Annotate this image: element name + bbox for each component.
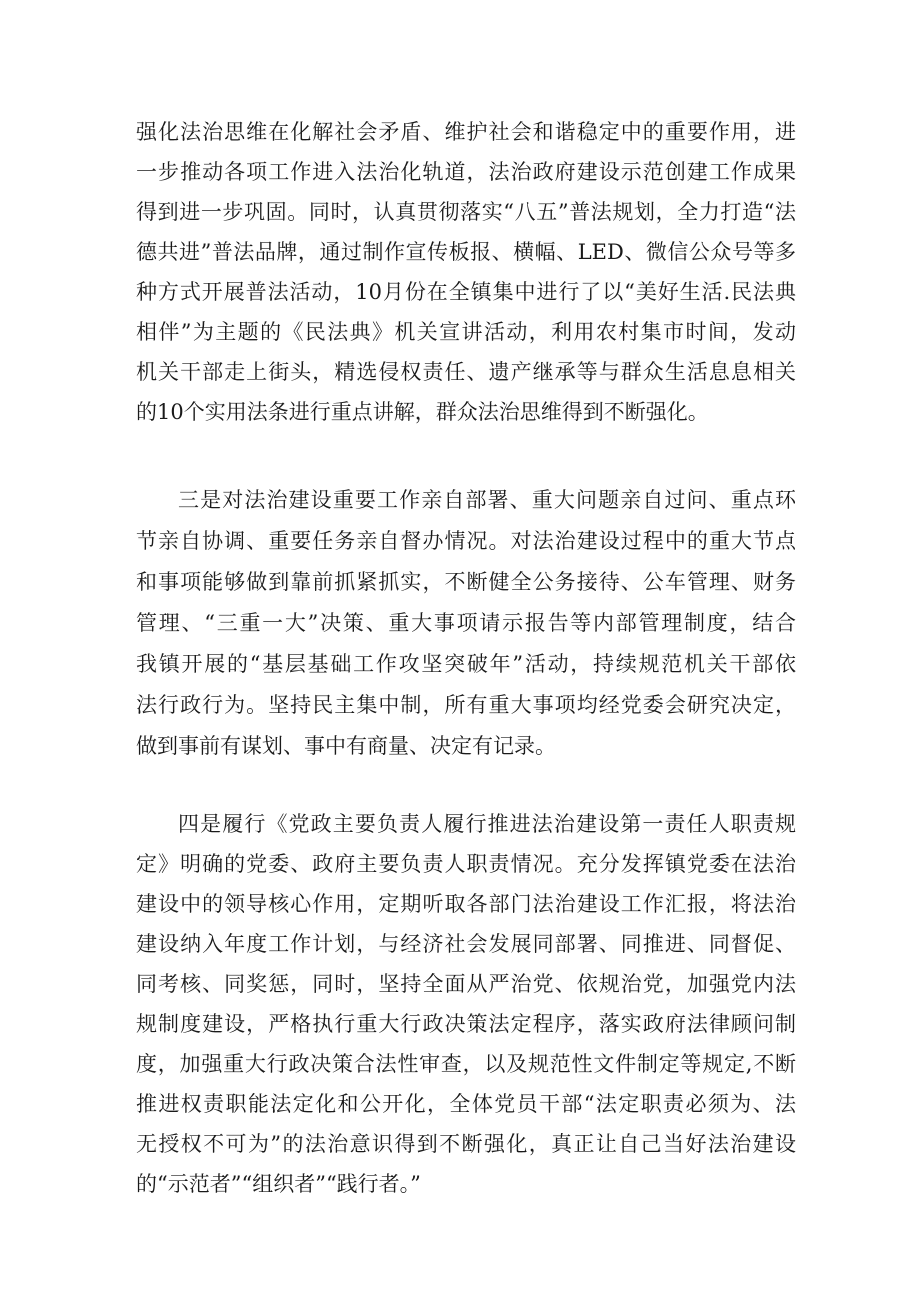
paragraph-2 xyxy=(136,480,796,767)
text-line: 德共进”普法品牌，通过制作宣传板报、横幅、LED、微信公众号等多 xyxy=(136,240,796,264)
text-line: 管理、“三重一大”决策、重大事项请示报告等内部管理制度，结合 xyxy=(136,611,796,635)
text-line: 推进权责职能法定化和公开化，全体党员干部“法定职责必须为、法 xyxy=(136,1092,796,1116)
text-line: 法行政行为。坚持民主集中制，所有重大事项均经党委会研究决定， xyxy=(136,693,796,717)
text-line: 度，加强重大行政决策合法性审查，以及规范性文件制定等规定,不断 xyxy=(136,1052,796,1076)
text-line: 一步推动各项工作进入法治化轨道，法治政府建设示范创建工作成果 xyxy=(136,160,796,184)
text-line: 的10个实用法条进行重点讲解，群众法治思维得到不断强化。 xyxy=(136,400,709,424)
text-line: 建设纳入年度工作计划，与经济社会发展同部署、同推进、同督促、 xyxy=(136,932,796,956)
paragraph-3 xyxy=(136,804,796,1204)
text-line: 无授权不可为”的法治意识得到不断强化，真正让自己当好法治建设 xyxy=(136,1132,796,1156)
text-line: 强化法治思维在化解社会矛盾、维护社会和谐稳定中的重要作用，进 xyxy=(136,120,796,144)
text-line: 定》明确的党委、政府主要负责人职责情况。充分发挥镇党委在法治 xyxy=(136,852,796,876)
text-line: 四是履行《党政主要负责人履行推进法治建设第一责任人职责规 xyxy=(178,812,796,836)
text-line: 做到事前有谋划、事中有商量、决定有记录。 xyxy=(136,734,556,758)
text-line: 得到进一步巩固。同时，认真贯彻落实“八五”普法规划，全力打造“法 xyxy=(136,200,796,224)
text-line: 节亲自协调、重要任务亲自督办情况。对法治建设过程中的重大节点 xyxy=(136,529,796,553)
text-line: 规制度建设，严格执行重大行政决策法定程序，落实政府法律顾问制 xyxy=(136,1012,796,1036)
text-line: 我镇开展的“基层基础工作攻坚突破年”活动，持续规范机关干部依 xyxy=(136,652,796,676)
text-line: 的“示范者”“组织者”“践行者。” xyxy=(136,1172,421,1196)
text-line: 三是对法治建设重要工作亲自部署、重大问题亲自过问、重点环 xyxy=(178,488,796,512)
text-line: 和事项能够做到靠前抓紧抓实，不断健全公务接待、公车管理、财务 xyxy=(136,570,796,594)
paragraph-1 xyxy=(136,112,796,432)
text-line: 建设中的领导核心作用，定期听取各部门法治建设工作汇报，将法治 xyxy=(136,892,796,916)
text-line: 种方式开展普法活动，10月份在全镇集中进行了以“美好生活.民法典 xyxy=(136,280,796,304)
text-line: 相伴”为主题的《民法典》机关宣讲活动，利用农村集市时间，发动 xyxy=(136,320,796,344)
text-line: 同考核、同奖惩，同时，坚持全面从严治党、依规治党，加强党内法 xyxy=(136,972,796,996)
text-line: 机关干部走上街头，精选侵权责任、遗产继承等与群众生活息息相关 xyxy=(136,360,796,384)
